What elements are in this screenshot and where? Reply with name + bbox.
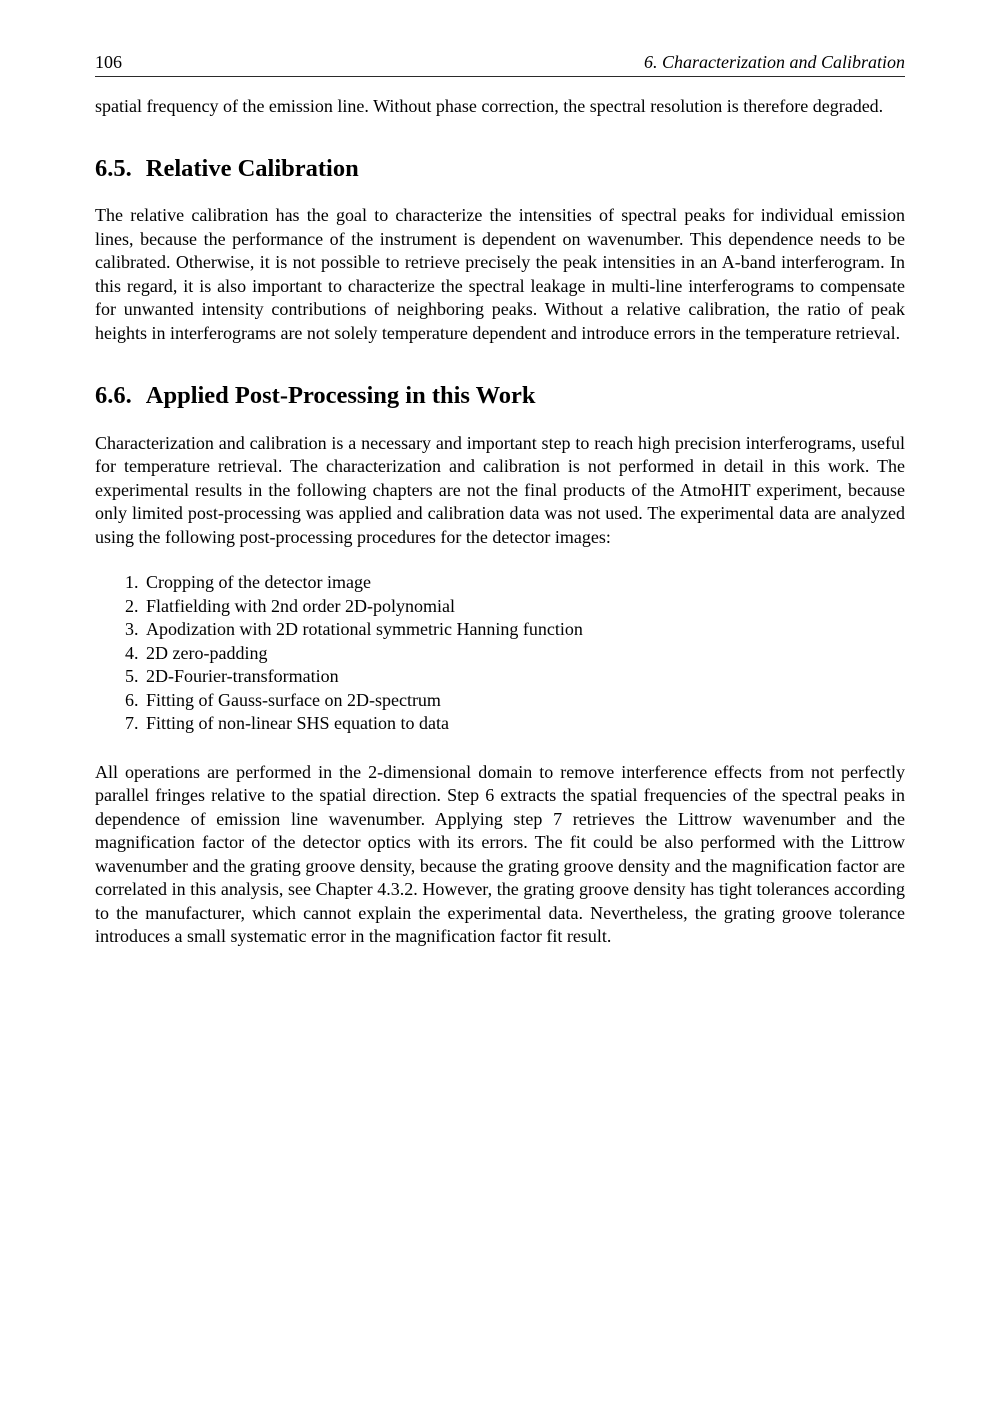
paragraph-continuation: spatial frequency of the emission line. Without phase correction, the spectral resolution is therefore degraded. [95,95,884,116]
section-title: Applied Post-Processing in this Work [145,382,536,410]
section-number: 6.6. [95,382,132,410]
page-number: 106 [95,52,122,72]
list-item-step-6: 6. Fitting of Gauss-surface on 2D-spectrum [143,689,905,713]
paragraph-relative-calibration: The relative calibration has the goal to characterize the intensities of spectral peaks for individual emission lines, because the performance of the instrument is dependent on wavenumber. This dependence needs to be calibrated. Otherwise, it is not possible to retrieve precisely the peak intensities in an A-band interferogram. In this regard, it is also important to characterize the spectral leakage in multi-line interferograms to compensate for unwanted intensity contributions of neighboring peaks. Without a relative calibration, the ratio of peak heights in interferograms are not solely temperature dependent and introduce errors in the temperature retrieval. [95,205,905,343]
section-heading-6-5 [95,155,905,183]
section-heading-6-6 [95,382,905,410]
section-title: Relative Calibration [145,155,359,183]
list-item-step-4: 4. 2D zero-padding [143,642,905,666]
paragraph-post-processing-closing: All operations are performed in the 2-dimensional domain to remove interference effects from not perfectly parallel fringes relative to the spatial direction. Step 6 extracts the spatial frequencies of the spectral peaks in dependence of emission line wavenumber. Applying step 7 retrieves the Littrow wavenumber and the magnification factor of the detector optics with its errors. The fit could be also performed with the Littrow wavenumber and the grating groove density, because the grating groove density and the magnification factor are correlated in this analysis, see Chapter 4.3.2. However, the grating groove density has tight tolerances according to the manufacturer, which cannot explain the experimental data. Nevertheless, the grating groove tolerance introduces a small systematic error in the magnification factor fit result. [95,761,905,947]
running-chapter-title: 6. Characterization and Calibration [643,52,905,72]
list-item-step-5: 5. 2D-Fourier-transformation [143,665,905,689]
page-content [95,95,905,949]
list-item-step-1: 1. Cropping of the detector image [143,571,905,595]
page-header [95,52,905,73]
section-number: 6.5. [95,155,132,183]
paragraph-post-processing-intro: Characterization and calibration is a necessary and important step to reach high precision interferograms, useful for temperature retrieval. The characterization and calibration is not performed in detail in this work. The experimental results in the following chapters are not the final products of the AtmoHIT experiment, because only limited post-processing was applied and calibration data was not used. The experimental data are analyzed using the following post-processing procedures for the detector images: [95,432,905,547]
post-processing-steps-list [95,571,905,736]
list-item-step-3: 3. Apodization with 2D rotational symmetric Hanning function [143,618,905,642]
header-rule [95,76,905,77]
list-item-step-7: 7. Fitting of non-linear SHS equation to data [143,712,905,736]
list-item-step-2: 2. Flatfielding with 2nd order 2D-polynomial [143,595,905,619]
